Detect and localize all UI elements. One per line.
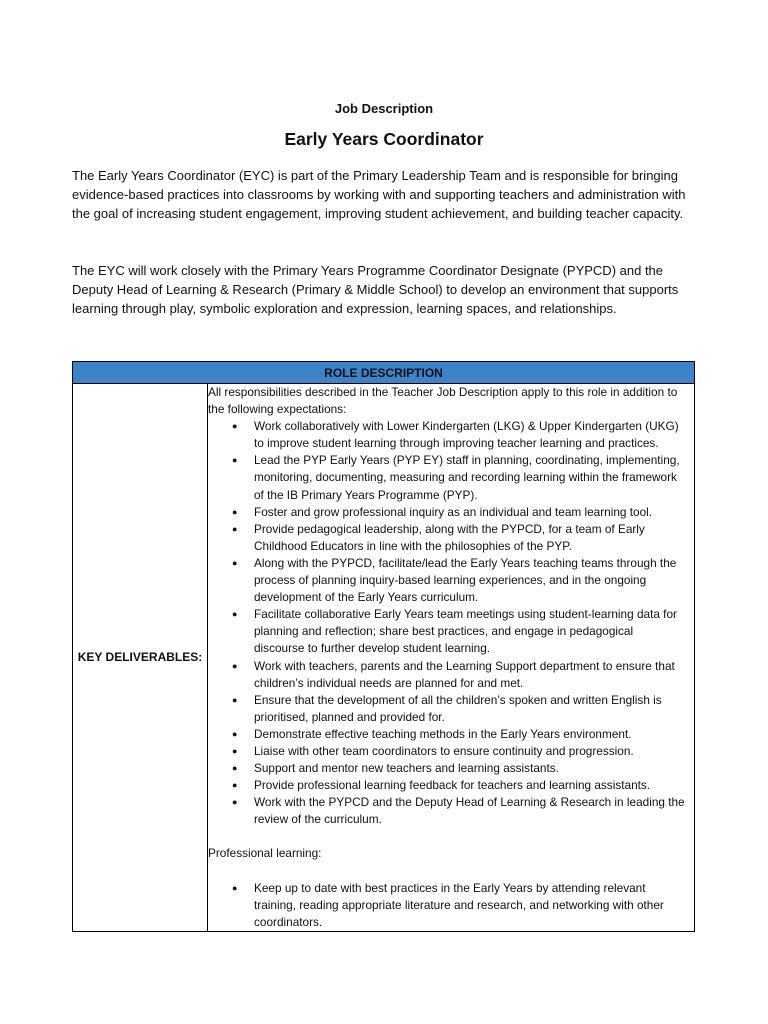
list-item: ● Demonstrate effective teaching methods in the Early Years environment. [254, 726, 694, 743]
list-item: ● Work collaboratively with Lower Kindergarten (LKG) & Upper Kindergarten (UKG) to improve student learning through improving teacher learning and practices. [254, 418, 694, 452]
list-item: ● Support and mentor new teachers and learning assistants. [254, 760, 694, 777]
professional-learning-list [208, 880, 694, 931]
list-item: ● Provide professional learning feedback for teachers and learning assistants. [254, 777, 694, 794]
list-item: ● Work with teachers, parents and the Learning Support department to ensure that children’s individual needs are planned for and met. [254, 658, 694, 692]
list-item: ● Lead the PYP Early Years (PYP EY) staff in planning, coordinating, implementing, monitoring, documenting, measuring and recording learning within the framework of the IB Primary Years Programme (PYP). [254, 452, 694, 503]
role-description-table [72, 361, 695, 932]
professional-learning-heading: Professional learning: [208, 846, 322, 861]
intro-paragraph-2: The EYC will work closely with the Primary Years Programme Coordinator Designate (PYPCD) and the Deputy Head of Learning & Research (Primary & Middle School) to develop an environment that supports learning through play, symbolic exploration and expression, learning spaces, and relationships. [72, 263, 679, 316]
list-item: ● Along with the PYPCD, facilitate/lead the Early Years teaching teams through the process of planning inquiry-based learning experiences, and in the ongoing development of the Early Years curriculum. [254, 555, 694, 606]
intro-paragraph-1: The Early Years Coordinator (EYC) is part of the Primary Leadership Team and is responsible for bringing evidence-based practices into classrooms by working with and supporting teachers and administration with the goal of increasing student engagement, improving student achievement, and building teacher capacity. [72, 168, 686, 221]
list-item: ● Work with the PYPCD and the Deputy Head of Learning & Research in leading the review of the curriculum. [254, 794, 694, 828]
list-item: ● Ensure that the development of all the children’s spoken and written English is prioritised, planned and provided for. [254, 692, 694, 726]
role-description-header: ROLE DESCRIPTION [73, 362, 695, 384]
responsibilities-list [208, 418, 694, 828]
list-item: ● Provide pedagogical leadership, along with the PYPCD, for a team of Early Childhood Educators in line with the philosophies of the PYP. [254, 521, 694, 555]
list-item: ● Keep up to date with best practices in the Early Years by attending relevant training, reading appropriate literature and research, and networking with other coordinators. [254, 880, 694, 931]
document-type-label: Job Description [334, 101, 434, 116]
list-item: ● Facilitate collaborative Early Years team meetings using student-learning data for planning and reflection; share best practices, and engage in pedagogical discourse to further develop student learning. [254, 606, 694, 657]
list-item: ● Foster and grow professional inquiry as an individual and team learning tool. [254, 504, 694, 521]
responsibilities-lead: All responsibilities described in the Teacher Job Description apply to this role in addition to the following expectations: [208, 385, 678, 417]
page-title: Early Years Coordinator [284, 129, 484, 149]
key-deliverables-label: KEY DELIVERABLES: [73, 384, 208, 932]
responsibilities-cell [208, 384, 695, 932]
list-item: ● Liaise with other team coordinators to ensure continuity and progression. [254, 743, 694, 760]
